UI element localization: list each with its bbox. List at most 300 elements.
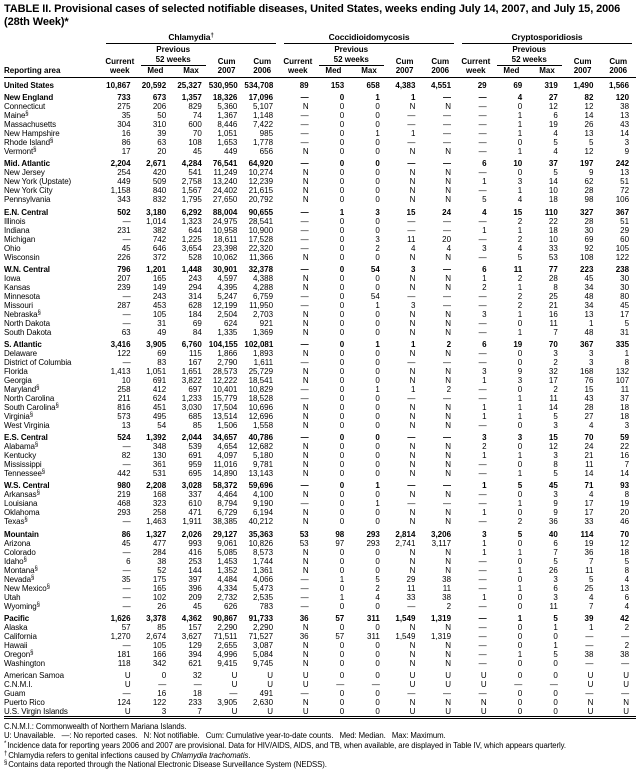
- cell-value: N: [445, 490, 452, 500]
- cell-value: 8,794: [217, 499, 238, 509]
- cell-value: 38: [620, 649, 630, 659]
- reporting-area-label: Arizona: [4, 538, 31, 548]
- cell-value: 9: [553, 508, 558, 518]
- cell-value: 7,422: [253, 120, 274, 130]
- reporting-area-label: Mountain: [4, 529, 39, 539]
- cell-value: 0: [339, 384, 345, 394]
- cell-value: 64,920: [248, 159, 274, 169]
- cell-value: N: [302, 565, 309, 575]
- cell-value: N: [409, 375, 416, 385]
- cell-value: N: [409, 318, 416, 328]
- cell-value: 2: [517, 300, 523, 310]
- cell-value: N: [409, 282, 416, 292]
- cell-value: 175: [152, 574, 167, 584]
- cell-value: —: [478, 186, 487, 196]
- cell-value: 0: [517, 138, 523, 148]
- cell-value: 0: [375, 640, 380, 650]
- cell-value: U: [409, 679, 416, 689]
- cell-value: 0: [375, 177, 380, 187]
- cell-value: 18: [620, 402, 630, 412]
- cell-value: 396: [188, 583, 202, 593]
- cell-value: N: [480, 697, 487, 707]
- cell-value: 0: [339, 252, 345, 262]
- cell-value: 6: [482, 159, 487, 169]
- cell-value: —: [478, 658, 487, 668]
- cell-value: 0: [375, 216, 380, 226]
- cell-value: N: [445, 622, 452, 632]
- cell-value: —: [300, 583, 309, 593]
- col-header-2007: 2007: [209, 66, 245, 78]
- cell-value: —: [585, 658, 594, 668]
- cell-value: 29,127: [212, 529, 238, 539]
- cell-value: 38,385: [212, 517, 238, 527]
- cell-value: —: [443, 264, 452, 274]
- cell-value: U: [302, 679, 309, 689]
- cell-value: 5: [588, 138, 594, 148]
- cell-value: 0: [339, 357, 345, 367]
- cell-value: N: [409, 402, 416, 412]
- cell-value: 6,759: [253, 291, 274, 301]
- cell-value: 60: [620, 234, 630, 244]
- cell-value: 840: [152, 186, 167, 196]
- cell-value: 4,066: [253, 574, 274, 584]
- cell-value: 40,212: [248, 517, 274, 527]
- cell-value: U: [231, 670, 238, 680]
- species-name-italic: Chlamydia trachomatis: [171, 750, 249, 760]
- cell-value: 9: [517, 366, 523, 376]
- cell-value: 54: [370, 264, 380, 274]
- cell-value: 4: [482, 207, 487, 217]
- cell-value: —: [443, 499, 452, 509]
- cell-value: N: [409, 252, 416, 262]
- reporting-area-label: Kentucky: [4, 451, 37, 461]
- cell-value: 4,395: [217, 282, 238, 292]
- table-row: [4, 319, 636, 328]
- cell-value: 62: [584, 177, 594, 187]
- cell-value: 0: [375, 309, 380, 319]
- cell-value: —: [478, 300, 487, 310]
- table-row: [4, 274, 636, 283]
- cell-value: 30,901: [212, 264, 238, 274]
- cell-value: —: [478, 583, 487, 593]
- reporting-area-label: E.N. Central: [4, 207, 49, 217]
- cell-value: 541: [188, 168, 202, 178]
- footnote-marker: §: [34, 442, 39, 449]
- cell-value: N: [409, 451, 416, 461]
- reporting-area-label: Michigan: [4, 234, 36, 244]
- cell-value: 168: [580, 366, 594, 376]
- cell-value: 4: [624, 601, 630, 611]
- cell-value: 3: [553, 348, 558, 358]
- cell-value: N: [445, 547, 452, 557]
- cell-value: 12: [548, 442, 558, 452]
- footnote-line: §Contains data reported through the National Electronic Disease Surveillance System (NEDSS).: [4, 760, 327, 770]
- cell-value: 39: [157, 129, 167, 139]
- table-row: [4, 584, 636, 593]
- cell-value: N: [445, 309, 452, 319]
- table-row: [4, 499, 636, 508]
- footnote-marker: †: [4, 750, 8, 757]
- cell-value: —: [300, 393, 309, 403]
- cell-value: 416: [188, 547, 202, 557]
- cell-value: —: [300, 601, 309, 611]
- cell-value: 7: [553, 327, 558, 337]
- cell-value: 9: [624, 147, 630, 157]
- cell-value: N: [445, 327, 452, 337]
- cell-value: 0: [339, 264, 345, 274]
- cell-value: 153: [330, 81, 345, 90]
- cell-value: 0: [517, 357, 523, 367]
- cell-value: 0: [375, 348, 380, 358]
- cell-value: 1,148: [253, 111, 274, 121]
- cell-value: 258: [117, 384, 131, 394]
- cell-value: —: [122, 517, 131, 527]
- reporting-area-label: New Hampshire: [4, 129, 60, 139]
- cell-value: 1: [482, 538, 487, 548]
- cell-value: 0: [339, 111, 345, 121]
- cell-value: 15: [548, 433, 558, 443]
- cell-value: 0: [339, 622, 345, 632]
- cell-value: 22: [548, 216, 558, 226]
- reporting-area-label: New England: [4, 93, 54, 103]
- cell-value: 3: [375, 207, 380, 217]
- cell-value: 624: [152, 393, 167, 403]
- table-row: [4, 641, 636, 650]
- cell-value: 1: [517, 120, 523, 130]
- cell-value: 293: [117, 508, 131, 518]
- table-title-line2: (28th Week)*: [4, 15, 69, 28]
- cell-value: 29: [620, 225, 630, 235]
- cell-value: U: [623, 706, 630, 716]
- col-header-52weeks: 52 weeks: [138, 54, 209, 66]
- col-header-med: Med: [494, 66, 530, 78]
- reporting-area-label: C.N.M.I.: [4, 679, 33, 689]
- cell-value: 3,416: [110, 339, 131, 349]
- cell-value: 1: [517, 186, 523, 196]
- cell-value: —: [122, 601, 131, 611]
- cell-value: 0: [517, 631, 523, 641]
- cell-value: —: [478, 318, 487, 328]
- cell-value: 110: [544, 207, 558, 217]
- cell-value: 2: [517, 291, 523, 301]
- reporting-area-label: Minnesota: [4, 291, 41, 301]
- footnote-line: *Incidence data for reporting years 2006 and 2007 are provisional. Data for HIV/AIDS, AIDS, and TB, when available, are displayed in Table IV, which appears quarterly.: [4, 741, 566, 751]
- cell-value: 89: [299, 81, 309, 90]
- cell-value: 1: [375, 300, 380, 310]
- cell-value: N: [302, 168, 309, 178]
- table-row: [4, 460, 636, 469]
- cell-value: 600: [188, 120, 202, 130]
- cell-value: 40: [548, 529, 558, 539]
- cell-value: 1: [517, 583, 523, 593]
- cell-value: 70: [584, 433, 594, 443]
- table-row: [4, 557, 636, 566]
- table-row: [4, 177, 636, 186]
- cell-value: —: [122, 216, 131, 226]
- cell-value: 233: [188, 697, 202, 707]
- cell-value: 1: [375, 129, 380, 139]
- cell-value: 0: [339, 120, 345, 130]
- reporting-area-label: Oregon§: [4, 649, 34, 659]
- cell-value: 0: [517, 460, 523, 470]
- cell-value: 8,573: [253, 547, 274, 557]
- cell-value: 11: [585, 460, 594, 470]
- cell-value: 76: [584, 375, 594, 385]
- cell-value: 0: [517, 697, 523, 707]
- cell-value: 646: [152, 243, 167, 253]
- cell-value: 9,190: [253, 499, 274, 509]
- cell-value: 1: [517, 402, 523, 412]
- cell-value: 144: [188, 565, 202, 575]
- cell-value: 26: [548, 565, 558, 575]
- cell-value: 0: [375, 442, 380, 452]
- cell-value: 243: [152, 291, 167, 301]
- reporting-area-label: New York City: [4, 186, 53, 196]
- cell-value: 0: [517, 442, 523, 452]
- table-row: [4, 204, 636, 216]
- cell-value: 1: [410, 339, 416, 349]
- cell-value: 5: [553, 613, 558, 623]
- cell-value: N: [302, 273, 309, 283]
- cell-value: 45: [584, 273, 594, 283]
- cell-value: 1: [517, 547, 523, 557]
- cell-value: 209: [188, 592, 202, 602]
- reporting-area-label: United States: [4, 81, 54, 90]
- cell-value: 3: [482, 309, 487, 319]
- table-row: [4, 575, 636, 584]
- table-title: [4, 3, 636, 28]
- table-row: [4, 430, 636, 442]
- col-header-current: Current: [105, 57, 135, 66]
- cell-value: 27,650: [212, 195, 238, 205]
- cell-value: 45: [548, 481, 558, 491]
- cell-value: 31: [157, 318, 167, 328]
- previous-label: Previous: [512, 45, 547, 54]
- cell-value: N: [445, 147, 452, 157]
- cell-value: 129: [188, 640, 202, 650]
- reporting-area-label: California: [4, 631, 37, 641]
- cell-value: 0: [339, 168, 345, 178]
- cell-value: —: [407, 291, 416, 301]
- cell-value: 829: [188, 102, 202, 112]
- table-body: [4, 78, 636, 718]
- cell-value: 626: [224, 601, 238, 611]
- table-row: [4, 358, 636, 367]
- cell-value: —: [300, 225, 309, 235]
- cell-value: 1: [517, 129, 523, 139]
- cell-value: N: [445, 556, 452, 566]
- group-label: Cryptosporidiosis: [511, 32, 583, 42]
- cell-value: 197: [580, 159, 594, 169]
- cell-value: N: [409, 327, 416, 337]
- cell-value: —: [300, 574, 309, 584]
- cell-value: N: [445, 451, 452, 461]
- cell-value: U: [124, 706, 131, 716]
- cell-value: 254: [117, 168, 131, 178]
- cell-value: N: [409, 186, 416, 196]
- reporting-area-label: Mid. Atlantic: [4, 159, 50, 169]
- cell-value: 3: [482, 433, 487, 443]
- cell-value: 38: [442, 574, 452, 584]
- cell-value: 3,030: [181, 402, 202, 412]
- cell-value: 0: [553, 670, 558, 680]
- col-header-week: week: [280, 66, 316, 78]
- col-header-cum: Cum: [253, 57, 272, 66]
- cell-value: 2: [446, 339, 452, 349]
- cell-value: N: [302, 649, 309, 659]
- cell-value: —: [443, 688, 452, 698]
- table-row: [4, 689, 636, 698]
- cell-value: 3: [482, 243, 487, 253]
- cell-value: 442: [117, 469, 131, 479]
- cell-value: 43: [620, 120, 630, 130]
- cell-value: —: [443, 357, 452, 367]
- cell-value: 0: [339, 649, 345, 659]
- cell-value: 11,366: [249, 252, 274, 262]
- cell-value: 63: [121, 327, 131, 337]
- cell-value: —: [585, 640, 594, 650]
- cell-value: —: [443, 300, 452, 310]
- cell-value: 33: [548, 243, 558, 253]
- cell-value: —: [478, 460, 487, 470]
- cell-value: 985: [259, 129, 274, 139]
- cell-value: —: [407, 433, 416, 443]
- cell-value: 0: [339, 451, 345, 461]
- cell-value: 0: [339, 300, 345, 310]
- cell-value: —: [407, 601, 416, 611]
- reporting-area-label: West Virginia: [4, 420, 50, 430]
- cell-value: 238: [615, 264, 630, 274]
- reporting-area-label: South Dakota: [4, 327, 52, 337]
- cell-value: N: [445, 195, 452, 205]
- cell-value: 1,744: [253, 556, 274, 566]
- spacer-cell: [209, 44, 245, 54]
- cell-value: 0: [375, 168, 380, 178]
- cell-value: 3,378: [146, 613, 167, 623]
- table-row: [4, 217, 636, 226]
- cell-value: 5: [553, 469, 558, 479]
- cell-value: 0: [339, 670, 345, 680]
- cell-value: 10,829: [248, 384, 274, 394]
- cell-value: —: [300, 339, 309, 349]
- cell-value: 12,222: [212, 375, 238, 385]
- cell-value: 165: [152, 273, 167, 283]
- sub-header-row: [4, 66, 636, 78]
- spacer-cell: [458, 44, 494, 54]
- cell-value: 72: [620, 186, 630, 196]
- cell-value: 367: [580, 339, 594, 349]
- cell-value: 382: [152, 225, 167, 235]
- table-row: [4, 147, 636, 156]
- cell-value: 4,388: [253, 273, 274, 283]
- cell-value: 0: [517, 601, 523, 611]
- cell-value: 0: [517, 538, 523, 548]
- col-header-current: Current: [461, 57, 491, 66]
- cell-value: 37: [548, 159, 558, 169]
- cell-value: 33: [406, 592, 416, 602]
- cell-value: 8: [624, 565, 630, 575]
- cell-value: 4,597: [217, 273, 238, 283]
- cell-value: 471: [188, 508, 202, 518]
- cell-value: U: [587, 670, 594, 680]
- cell-value: 0: [375, 357, 380, 367]
- cell-value: 3,822: [181, 375, 202, 385]
- cell-value: N: [302, 640, 309, 650]
- group-header-row: [4, 33, 636, 44]
- reporting-area-label: Kansas: [4, 282, 31, 292]
- cell-value: —: [478, 102, 487, 112]
- table-row: [4, 301, 636, 310]
- cell-value: 0: [339, 420, 345, 430]
- reporting-area-label: Idaho§: [4, 556, 27, 566]
- cell-value: 5: [553, 138, 558, 148]
- group-header-chlamydia: [102, 33, 280, 44]
- cell-value: 0: [339, 442, 345, 452]
- cell-value: 3: [517, 375, 523, 385]
- cell-value: 53: [299, 538, 309, 548]
- cell-value: 1,323: [181, 216, 202, 226]
- cell-value: 16: [157, 688, 167, 698]
- cell-value: 69: [192, 318, 202, 328]
- cell-value: 0: [339, 309, 345, 319]
- cell-value: —: [443, 225, 452, 235]
- cell-value: 1,566: [609, 81, 630, 90]
- col-header-cum: Cum: [573, 57, 592, 66]
- cell-value: 14: [584, 111, 594, 121]
- cell-value: 3: [553, 574, 558, 584]
- cell-value: 21,615: [248, 186, 274, 196]
- cell-value: 1: [482, 451, 487, 461]
- cell-value: 25,729: [248, 366, 274, 376]
- reporting-area-label: U.S. Virgin Islands: [4, 706, 68, 716]
- cell-value: 19: [620, 499, 630, 509]
- cell-value: 82: [584, 93, 594, 103]
- cell-value: 528: [188, 252, 202, 262]
- footnote-marker: §: [33, 147, 37, 154]
- cell-value: N: [445, 282, 452, 292]
- cell-value: 2,790: [217, 357, 238, 367]
- cell-value: 181: [117, 649, 131, 659]
- cell-value: 0: [517, 706, 523, 716]
- cell-value: 130: [152, 451, 167, 461]
- cell-value: 691: [152, 375, 167, 385]
- cell-value: 397: [188, 574, 202, 584]
- reporting-area-label: E.S. Central: [4, 433, 48, 443]
- cell-value: 53: [299, 529, 309, 539]
- reporting-area-label: Ohio: [4, 243, 21, 253]
- cell-value: 2,290: [253, 622, 274, 632]
- cell-value: 3: [588, 348, 594, 358]
- cell-value: 1,549: [395, 631, 416, 641]
- reporting-area-label: Oklahoma: [4, 508, 40, 518]
- cell-value: 1: [482, 411, 487, 421]
- cell-value: 11,016: [213, 460, 238, 470]
- table-row: [4, 283, 636, 292]
- cell-value: 4: [375, 592, 380, 602]
- footnote-line: U: Unavailable. —: No reported cases. N: Not notifiable. Cum: Cumulative year-to-date counts. Med: Median. Max: Maximum.: [4, 731, 446, 741]
- cell-value: 105: [152, 309, 167, 319]
- cell-value: 1: [553, 640, 558, 650]
- cell-value: —: [300, 291, 309, 301]
- cell-value: 206: [152, 102, 167, 112]
- table-row: [4, 226, 636, 235]
- cell-value: 149: [152, 282, 167, 292]
- footnote-marker: §: [4, 760, 8, 767]
- cell-value: 35,363: [248, 529, 274, 539]
- cell-value: 0: [375, 451, 380, 461]
- cell-value: —: [478, 517, 487, 527]
- cell-value: 18,326: [212, 93, 238, 103]
